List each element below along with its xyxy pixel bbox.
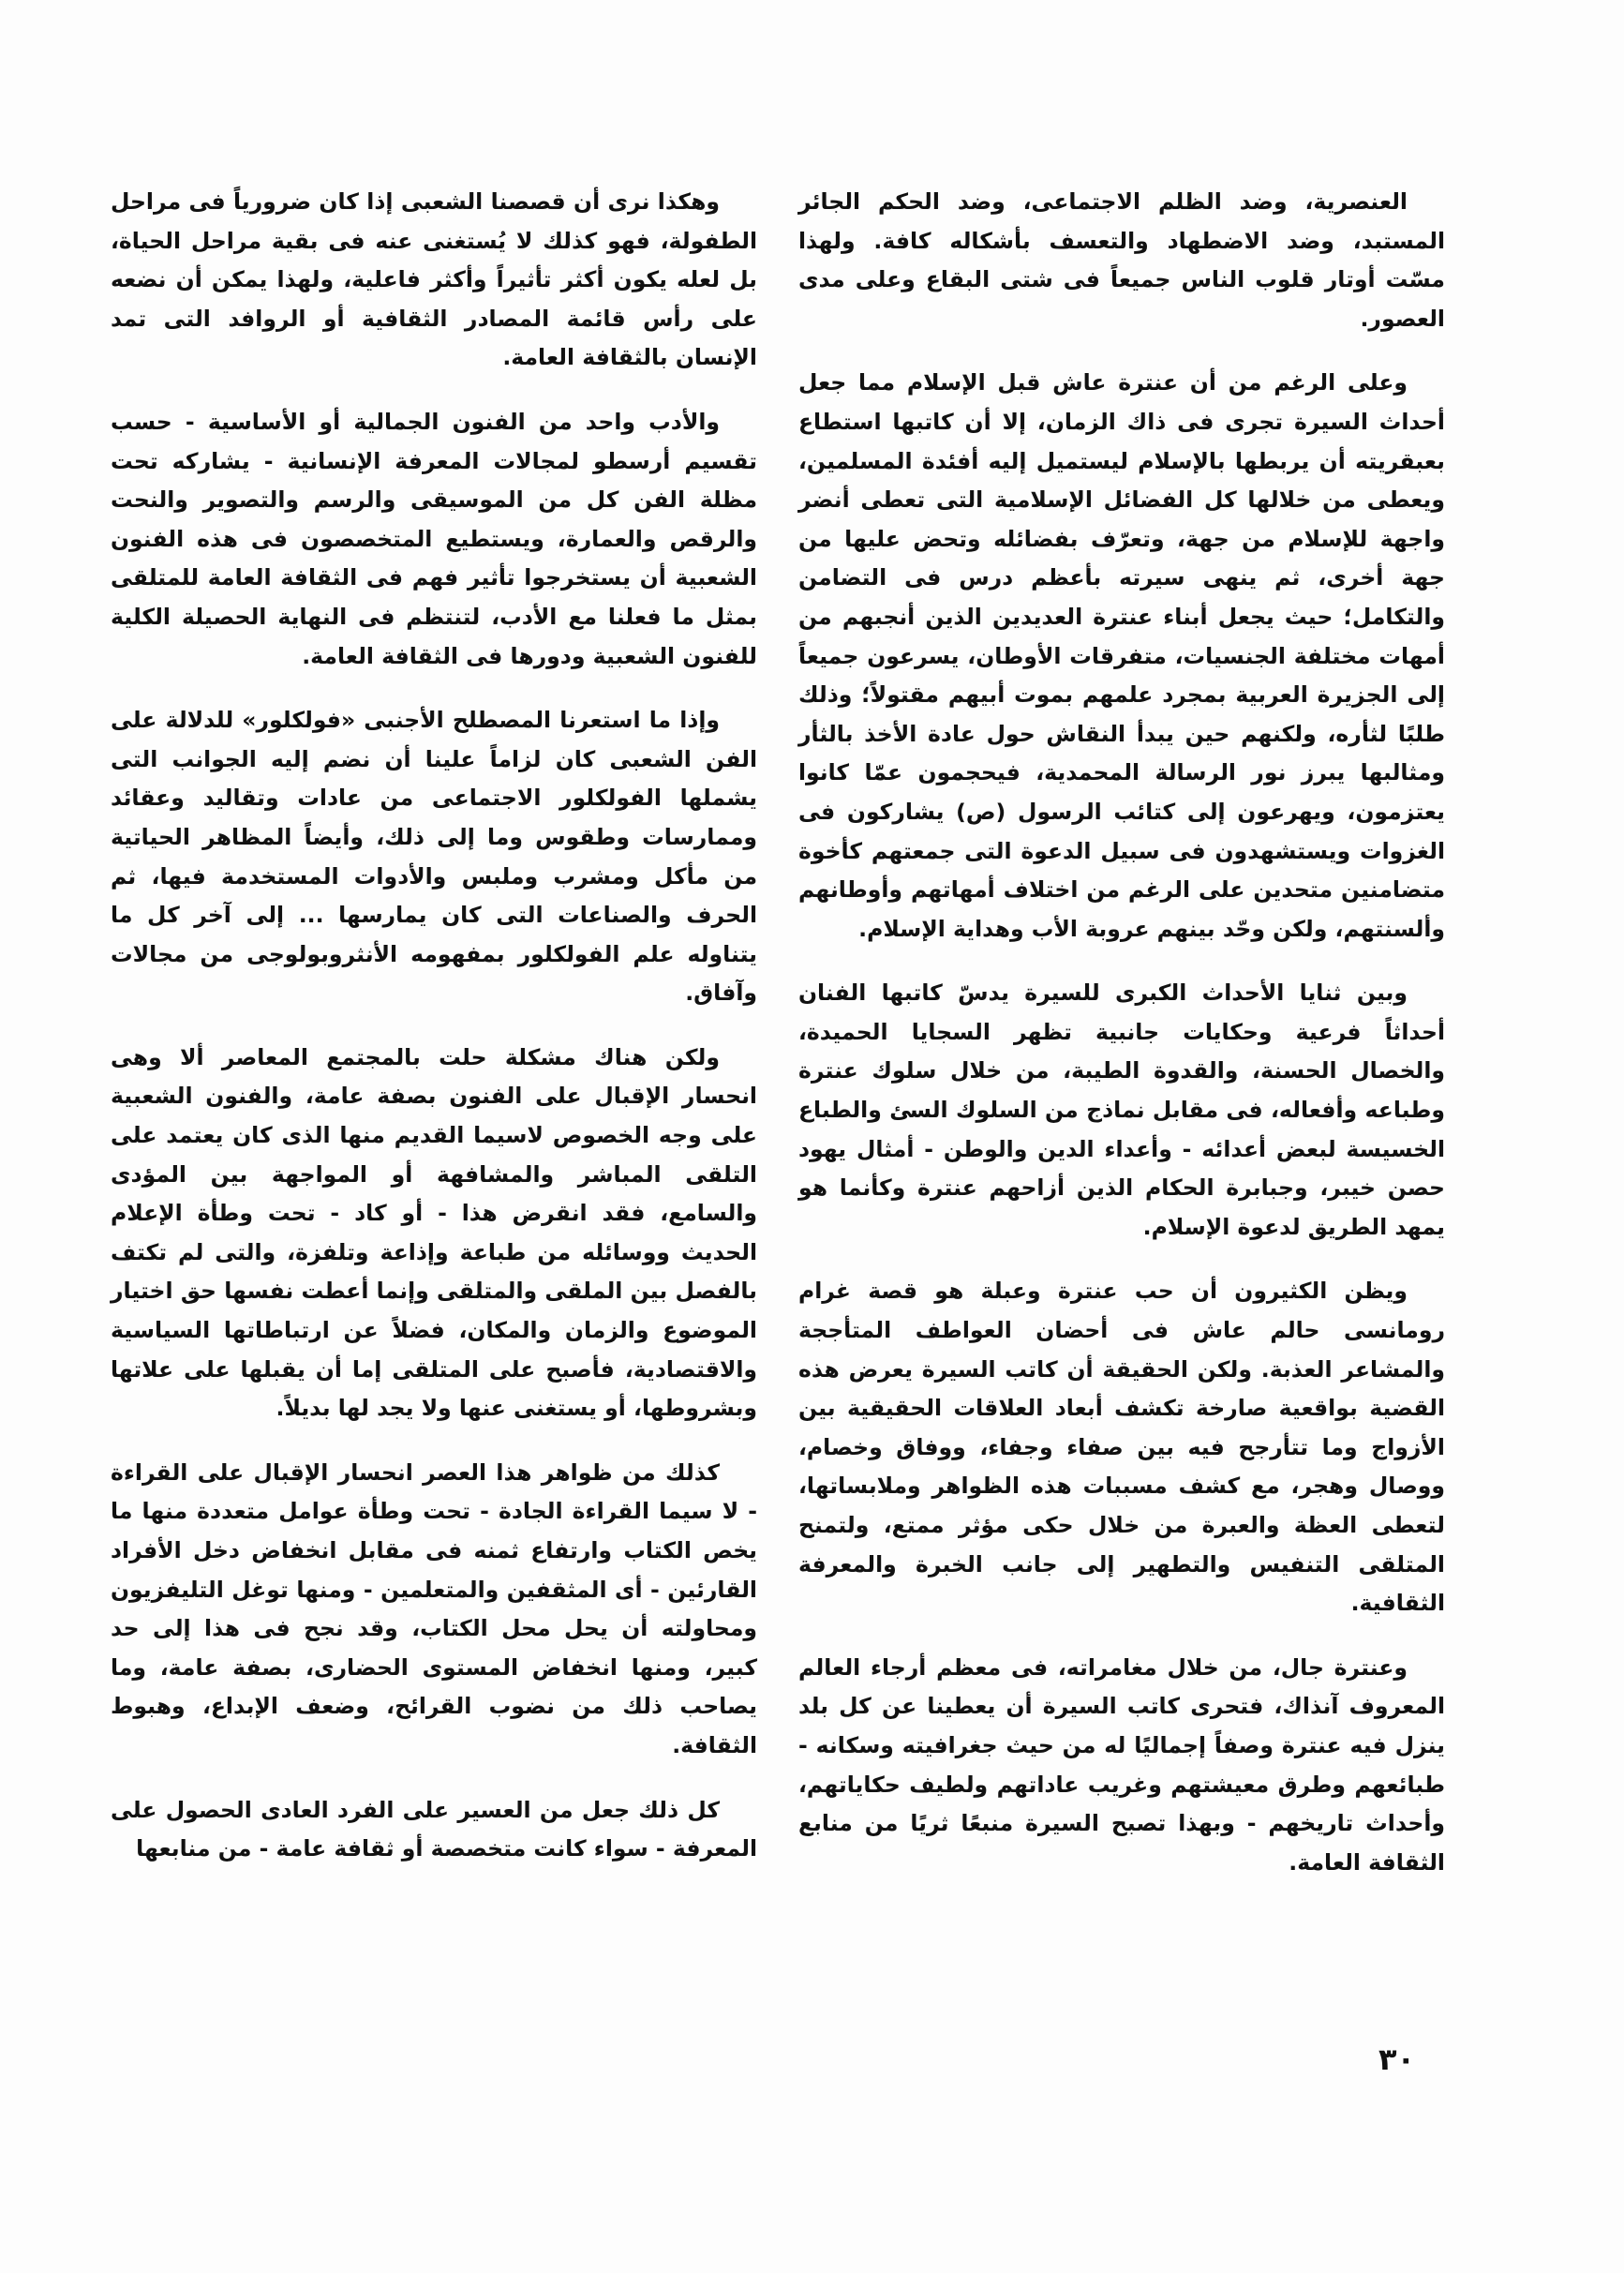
paragraph: وبين ثنايا الأحداث الكبرى للسيرة يدسّ كاتبها الفنان أحداثاً فرعية وحكايات جانبية تظهر السجايا الحميدة، والخصال الحسنة، والقدوة الطيبة، من خلال سلوك عنترة وطباعه وأفعاله، فى مقابل نماذج من السلوك السئ والطباع الخسيسة لبعض أعدائه - وأعداء الدين والوطن - أمثال يهود حصن خيبر، وجبابرة الحكام الذين أزاحهم عنترة وكأنما هو يمهد الطريق لدعوة الإسلام. [798, 979, 1445, 1240]
paragraph: وهكذا نرى أن قصصنا الشعبى إذا كان ضرورياً فى مراحل الطفولة، فهو كذلك لا يُستغنى عنه فى بقية مراحل الحياة، بل لعله يكون أكثر تأثيراً وأكثر فاعلية، ولهذا يمكن أن نضعه على رأس قائمة المصادر الثقافية أو الروافد التى تمد الإنسان بالثقافة العامة. [111, 188, 757, 371]
paragraph: وعنترة جال، من خلال مغامراته، فى معظم أرجاء العالم المعروف آنذاك، فتحرى كاتب السيرة أن يعطينا عن كل بلد ينزل فيه عنترة وصفاً إجماليًا له من حيث جغرافيته وسكانه - طبائعهم وطرق معيشتهم وغريب عاداتهم ولطيف حكاياتهم، وأحداث تاريخهم - وبهذا تصبح السيرة منبعًا ثريًا من منابع الثقافة العامة. [798, 1653, 1445, 1876]
paragraph: ولكن هناك مشكلة حلت بالمجتمع المعاصر ألا وهى انحسار الإقبال على الفنون بصفة عامة، والفنون الشعبية على وجه الخصوص لاسيما القديم منها الذى كان يعتمد على التلقى المباشر والمشافهة أو المواجهة بين المؤدى والسامع، فقد انقرض هذا - أو كاد - تحت وطأة الإعلام الحديث ووسائله من طباعة وإذاعة وتلفزة، والتى لم تكتف بالفصل بين الملقى والمتلقى وإنما أعطت نفسها حق اختيار الموضوع والزمان والمكان، فضلاً عن ارتباطاتها السياسية والاقتصادية، فأصبح على المتلقى إما أن يقبلها على علاتها وبشروطها، أو يستغنى عنها ولا يجد لها بديلاً. [111, 1043, 757, 1422]
left-text-column [111, 183, 757, 1894]
paragraph: وعلى الرغم من أن عنترة عاش قبل الإسلام مما جعل أحداث السيرة تجرى فى ذاك الزمان، إلا أن كاتبها استطاع بعبقريته أن يربطها بالإسلام ليستميل إليه أفئدة المسلمين، ويعطى من خلالها كل الفضائل الإسلامية التى تعطى أنضر واجهة للإسلام من جهة، وتعرّف بفضائله وتحض عليها من جهة أخرى، ثم ينهى سيرته بأعظم درس فى التضامن والتكامل؛ حيث يجعل أبناء عنترة العديدين الذين أنجبهم من أمهات مختلفة الجنسيات، متفرقات الأوطان، يسرعون جميعاً إلى الجزيرة العربية بمجرد علمهم بموت أبيهم مقتولاً؛ وذلك طلبًا لثأره، ولكنهم حين يبدأ النقاش حول عادة الأخذ بالثأر ومثالبها يبرز نور الرسالة المحمدية، فيحجمون عمّا كانوا يعتزمون، ويهرعون إلى كتائب الرسول (ص) يشاركون فى الغزوات ويستشهدون فى سبيل الدعوة التى جمعتهم كأخوة متضامنين متحدين على الرغم من اختلاف أمهاتهم وأوطانهم وألسنتهم، ولكن وحّد بينهم عروبة الأب وهداية الإسلام. [798, 369, 1445, 942]
right-text-column [798, 183, 1445, 1907]
paragraph: والأدب واحد من الفنون الجمالية أو الأساسية - حسب تقسيم أرسطو لمجالات المعرفة الإنسانية - يشاركه تحت مظلة الفن كل من الموسيقى والرسم والتصوير والنحت والرقص والعمارة، ويستطيع المتخصصون فى هذه الفنون الشعبية أن يستخرجوا تأثير فهم فى الثقافة العامة للمتلقى بمثل ما فعلنا مع الأدب، لتنتظم فى النهاية الحصيلة الكلية للفنون الشعبية ودورها فى الثقافة العامة. [111, 408, 757, 669]
paragraph: ويظن الكثيرون أن حب عنترة وعبلة هو قصة غرام رومانسى حالم عاش فى أحضان العواطف المتأججة والمشاعر العذبة. ولكن الحقيقة أن كاتب السيرة يعرض هذه القضية بواقعية صارخة تكشف أبعاد العلاقات الحقيقية بين الأزواج وما تتأرجح فيه بين صفاء وجفاء، ووفاق وخصام، ووصال وهجر، مع كشف مسببات هذه الظواهر وملابساتها، لتعطى العظة والعبرة من خلال حكى مؤثر ممتع، ولتمنح المتلقى التنفيس والتطهير إلى جانب الخبرة والمعرفة الثقافية. [798, 1278, 1445, 1617]
paragraph: كل ذلك جعل من العسير على الفرد العادى الحصول على المعرفة - سواء كانت متخصصة أو ثقافة عامة - من منابعها [111, 1796, 757, 1862]
paragraph: العنصرية، وضد الظلم الاجتماعى، وضد الحكم الجائر المستبد، وضد الاضطهاد والتعسف بأشكاله كافة. ولهذا مسّت أوتار قلوب الناس جميعاً فى شتى البقاع وعلى مدى العصور. [798, 188, 1445, 332]
page-number: ٣٠ [1378, 2041, 1415, 2077]
paragraph: وإذا ما استعرنا المصطلح الأجنبى «فولكلور» للدلالة على الفن الشعبى كان لزاماً علينا أن نضم إليه الجوانب التى يشملها الفولكلور الاجتماعى من عادات وتقاليد وعقائد وممارسات وطقوس وما إلى ذلك، وأيضاً المظاهر الحياتية من مأكل ومشرب وملبس والأدوات المستخدمة فيها، ثم الحرف والصناعات التى كان يمارسها ... إلى آخر كل ما يتناوله علم الفولكلور بمفهومه الأنثروبولوجى من مجالات وآفاق. [111, 707, 757, 1007]
paragraph: كذلك من ظواهر هذا العصر انحسار الإقبال على القراءة - لا سيما القراءة الجادة - تحت وطأة عوامل متعددة منها ما يخص الكتاب وارتفاع ثمنه فى مقابل انخفاض دخل الأفراد القارئين - أى المثقفين والمتعلمين - ومنها توغل التليفزيون ومحاولته أن يحل محل الكتاب، وقد نجح فى هذا إلى حد كبير، ومنها انخفاض المستوى الحضارى، بصفة عامة، وما يصاحب ذلك من نضوب القرائح، وضعف الإبداع، وهبوط الثقافة. [111, 1458, 757, 1758]
